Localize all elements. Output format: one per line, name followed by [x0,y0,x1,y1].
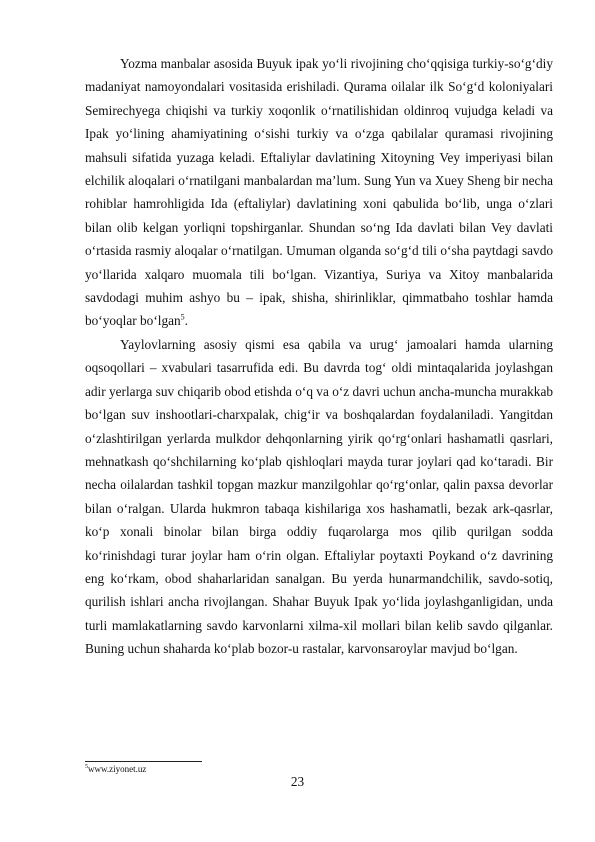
body-text [85,52,553,661]
paragraph-1-text: Yozma manbalar asosida Buyuk ipak yo‘li rivojining cho‘qqisiga turkiy-so‘g‘diy madaniyat namoyondalari vositasida erishiladi. Qurama oilalar ilk So‘g‘d koloniyalari Semirechyega chiqishi va turkiy xoqonlik o‘rnatilishidan oldinroq vujudga keladi va Ipak yo‘lining ahamiyatining o‘sishi turkiy va o‘zga qabilalar quramasi rivojining mahsuli sifatida yuzaga keladi. Eftaliylar davlatining Xitoyning Vey imperiyasi bilan elchilik aloqalari o‘rnatilgani manbalardan ma’lum. Sung Yun va Xuey Sheng bir necha rohiblar hamrohligida Ida (eftaliylar) davlatining xoni qabulida bo‘lib, unga o‘zlari bilan olib kelgan yorliqni topshirganlar. Shundan so‘ng Ida davlati bilan Vey davlati o‘rtasida rasmiy aloqalar o‘rnatilgan. Umuman olganda so‘g‘d tili o‘sha paytdagi savdo yo‘llarida xalqaro muomala tili bo‘lgan. Vizantiya, Suriya va Xitoy manbalarida savdodagi muhim ashyo bu – ipak, shisha, shirinliklar, qimmatbaho toshlar hamda bo‘yoqlar bo‘lgan [85,56,553,329]
paragraph-1-end: . [184,313,188,329]
footnote-text: www.ziyonet.uz [88,764,147,774]
paragraph-1 [85,52,553,333]
paragraph-2 [85,333,553,661]
paragraph-2-text: Yaylovlarning asosiy qismi esa qabila va urug‘ jamoalari hamda ularning oqsoqollari – xvabulari tasarrufida edi. Bu davrda tog‘ oldi mintaqalarida joylashgan adir yerlarga suv chiqarib obod etishda o‘q va o‘z davri uchun ancha-muncha murakkab bo‘lgan suv inshootlari-charxpalak, chig‘ir va boshqalardan foydalaniladi. Yangitdan o‘zlashtirilgan yerlarda mulkdor dehqonlarning yirik qo‘rg‘onlari hashamatli qasrlari, mehnatkash qo‘shchilarning ko‘plab qishloqlari mayda turar joylari qad ko‘taradi. Bir necha oilalardan tashkil topgan mazkur manzilgohlar qo‘rg‘onlar, qalin paxsa devorlar bilan o‘ralgan. Ularda hukmron tabaqa kishilariga xos hashamatli, bezak ark-qasrlar, ko‘p xonali binolar bilan birga oddiy fuqarolarga mos qilib qurilgan sodda ko‘rinishdagi turar joylar ham o‘rin olgan. Eftaliylar poytaxti Poykand o‘z davrining eng ko‘rkam, obod shaharlaridan sanalgan. Bu yerda hunarmandchilik, savdo-sotiq, qurilish ishlari ancha rivojlangan. Shahar Buyuk Ipak yo‘lida joylashganligidan, unda turli mamlakatlarning savdo karvonlarni xilma-xil mollari bilan kelib savdo qilganlar. Buning uchun shaharda ko‘plab bozor-u rastalar, karvonsaroylar mavjud bo‘lgan. [85,336,553,657]
page-number: 23 [290,774,305,789]
footnote-separator [85,761,202,762]
footnote-reference: 5 [180,313,185,323]
footnote-number: 5 [85,764,88,770]
